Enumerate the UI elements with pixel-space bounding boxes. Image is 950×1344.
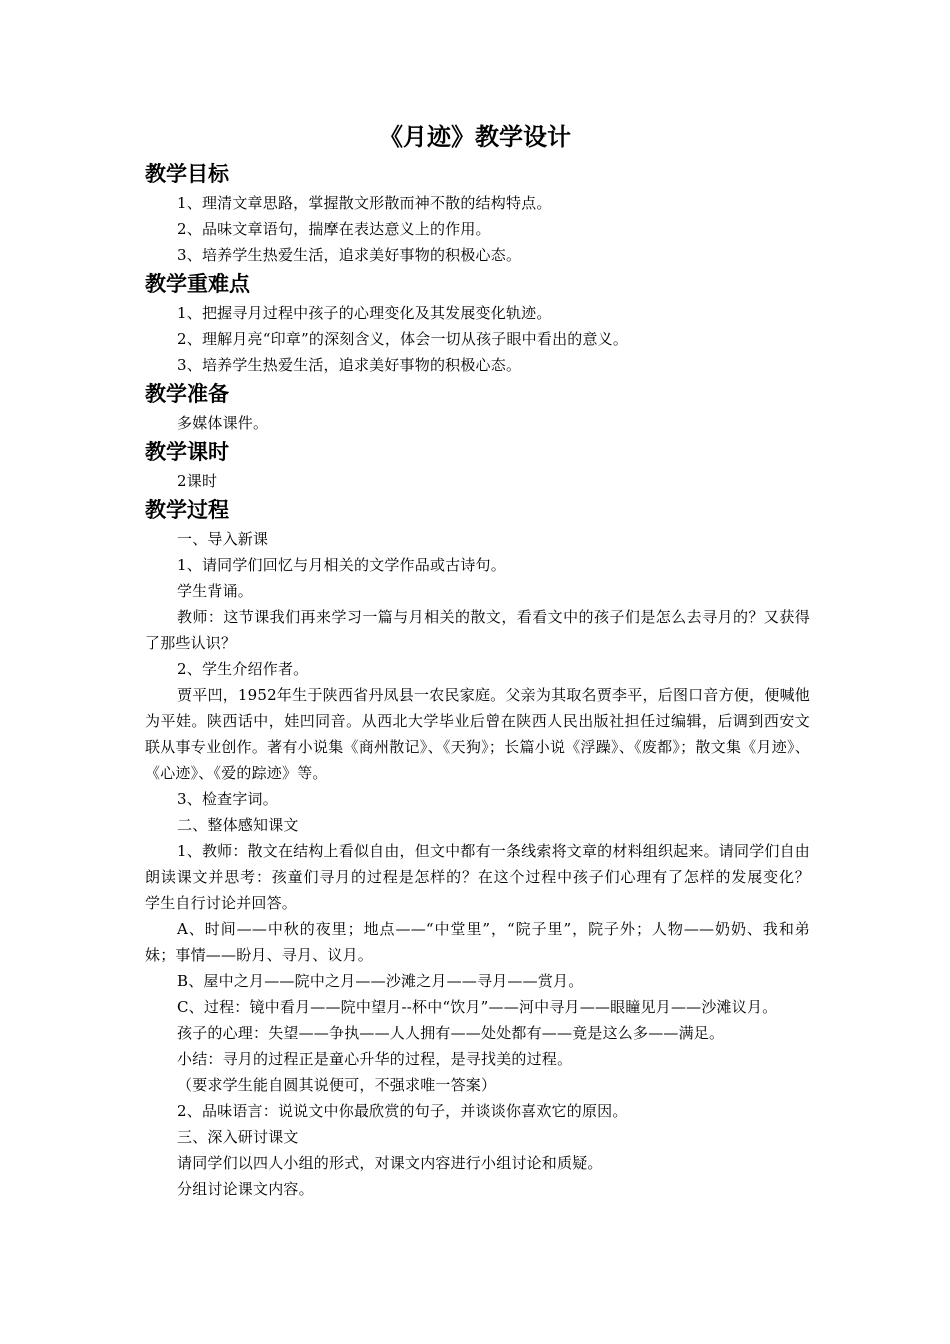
section-heading: 教学目标	[145, 162, 229, 186]
paragraph: 教师：这节课我们再来学习一篇与月相关的散文，看看文中的孩子们是怎么去寻月的？又获得了那些认识？	[145, 608, 810, 652]
paragraph: 1、把握寻月过程中孩子的心理变化及其发展变化轨迹。	[177, 304, 552, 322]
paragraph: C、过程：镜中看月——院中望月--杯中“饮月”——河中寻月——眼瞳见月——沙滩议月。	[177, 998, 778, 1016]
paragraph: 贾平凹，1952年生于陕西省丹凤县一农民家庭。父亲为其取名贾李平，后图口音方便，便喊他为平娃。陕西话中，娃凹同音。从西北大学毕业后曾在陕西人民出版社担任过编辑，后调到西安文联从事专业创作。著有小说集《商州散记》、《天狗》；长篇小说《浮躁》、《废都》；散文集《月迹》、《心迹》、《爱的踪迹》等。	[145, 686, 810, 782]
paragraph: 3、培养学生热爱生活，追求美好事物的积极心态。	[177, 246, 522, 264]
paragraph: 孩子的心理：失望——争执——人人拥有——处处都有——竟是这么多——满足。	[177, 1024, 725, 1042]
paragraph: 一、导入新课	[177, 530, 269, 548]
paragraph: A、时间——中秋的夜里；地点——“中堂里”，“院子里”，院子外；人物——奶奶、我和弟妹；事情——盼月、寻月、议月。	[145, 920, 810, 964]
paragraph: 1、教师：散文在结构上看似自由，但文中都有一条线索将文章的材料组织起来。请同学们自由朗读课文并思考：孩童们寻月的过程是怎样的？在这个过程中孩子们心理有了怎样的发展变化？ 学生自行讨论并回答。	[145, 842, 826, 912]
paragraph: 多媒体课件。	[177, 414, 269, 432]
section-preparation	[145, 378, 810, 436]
paragraph: 3、培养学生热爱生活，追求美好事物的积极心态。	[177, 356, 522, 374]
document-title: 《月迹》教学设计	[379, 123, 571, 151]
paragraph: 学生背诵。	[177, 582, 254, 600]
paragraph: 2课时	[177, 472, 218, 490]
section-process	[145, 494, 826, 1202]
paragraph: 1、理清文章思路，掌握散文形散而神不散的结构特点。	[177, 194, 552, 212]
paragraph: 2、学生介绍作者。	[177, 660, 309, 678]
section-objectives	[145, 158, 810, 268]
paragraph: 3、检查字词。	[177, 790, 278, 808]
paragraph: 请同学们以四人小组的形式，对课文内容进行小组讨论和质疑。	[177, 1154, 603, 1172]
paragraph: 2、理解月亮“印章”的深刻含义，体会一切从孩子眼中看出的意义。	[177, 330, 629, 348]
section-heading: 教学过程	[145, 498, 229, 522]
section-heading: 教学课时	[145, 440, 229, 464]
section-heading: 教学准备	[145, 382, 229, 406]
section-keypoints	[145, 268, 810, 378]
paragraph: 2、品味文章语句，揣摩在表达意义上的作用。	[177, 220, 491, 238]
paragraph: 二、整体感知课文	[177, 816, 299, 834]
paragraph: 三、深入研讨课文	[177, 1128, 299, 1146]
paragraph: （要求学生能自圆其说便可，不强求唯一答案）	[177, 1076, 497, 1094]
paragraph: 小结：寻月的过程正是童心升华的过程，是寻找美的过程。	[177, 1050, 573, 1068]
paragraph: 2、品味语言：说说文中你最欣赏的句子，并谈谈你喜欢它的原因。	[177, 1102, 628, 1120]
section-heading: 教学重难点	[145, 272, 250, 296]
document-body	[145, 158, 826, 1202]
paragraph: 分组讨论课文内容。	[177, 1180, 314, 1198]
paragraph: B、屋中之月——院中之月——沙滩之月——寻月——赏月。	[177, 972, 584, 990]
section-hours	[145, 436, 810, 494]
paragraph: 1、请同学们回忆与月相关的文学作品或古诗句。	[177, 556, 506, 574]
